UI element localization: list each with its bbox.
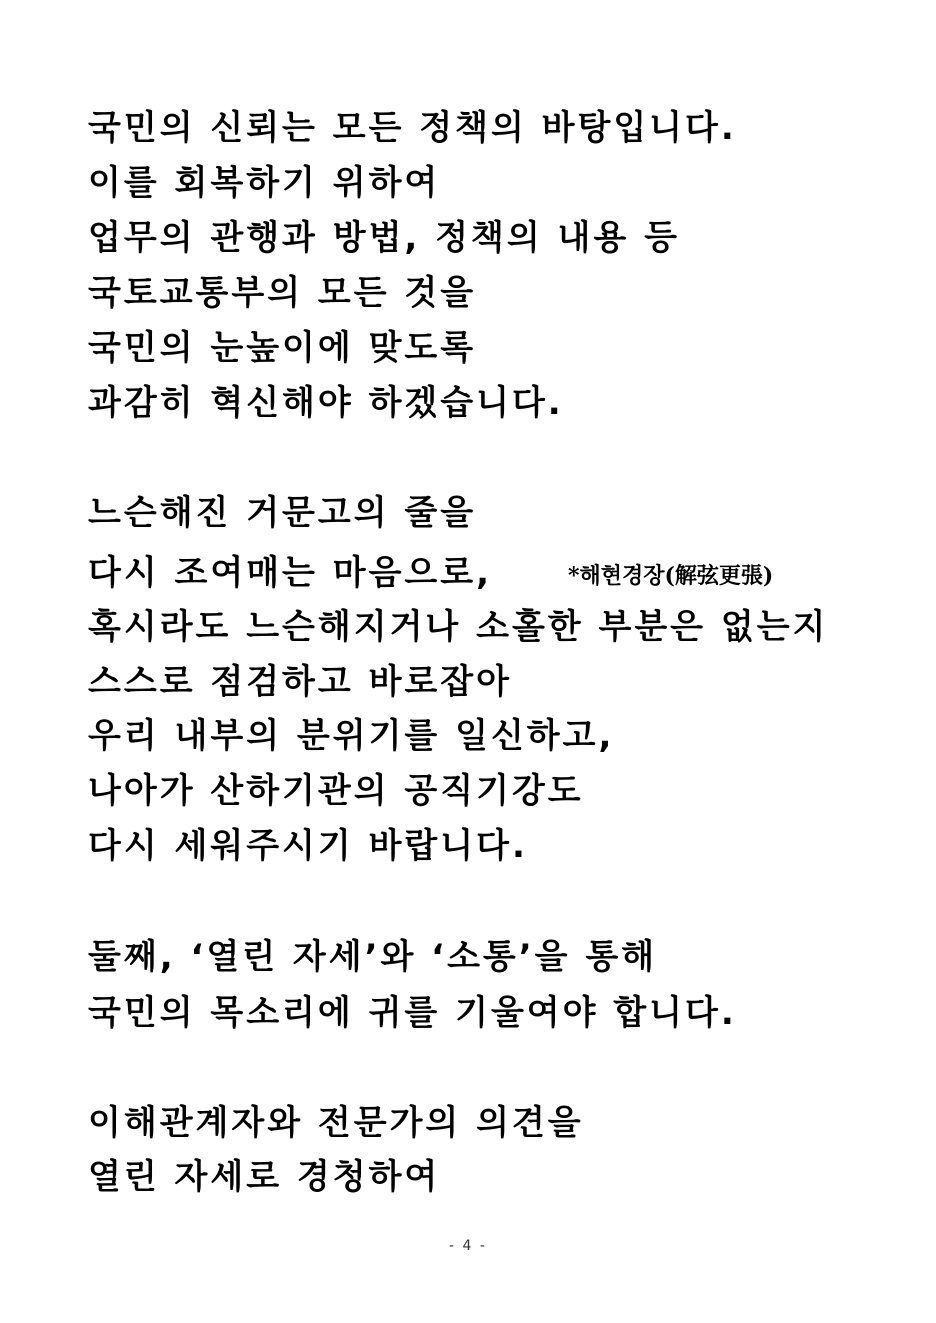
paragraph-2-line-6: 나아가 산하기관의 공직기강도 bbox=[88, 771, 584, 811]
paragraph-3-line-2: 국민의 목소리에 귀를 기울여야 합니다. bbox=[88, 993, 737, 1033]
paragraph-1-line-1: 국민의 신뢰는 모든 정책의 바탕입니다. bbox=[88, 108, 737, 148]
paragraph-2-line-7: 다시 세워주시기 바랍니다. bbox=[88, 826, 528, 866]
paragraph-4-line-1: 이해관계자와 전문가의 의견을 bbox=[88, 1103, 584, 1143]
paragraph-1-line-2: 이를 회복하기 위하여 bbox=[88, 163, 441, 203]
paragraph-2-line-5: 우리 내부의 분위기를 일신하고, bbox=[88, 716, 615, 756]
paragraph-1-line-4: 국토교통부의 모든 것을 bbox=[88, 273, 477, 313]
paragraph-4-line-2: 열린 자세로 경청하여 bbox=[88, 1157, 441, 1197]
footnote-annotation: *해현경장(解弦更張) bbox=[568, 563, 774, 589]
paragraph-2-line-3: 혹시라도 느슨해지거나 소홀한 부분은 없는지 bbox=[88, 607, 829, 647]
paragraph-2-line-1: 느슨해진 거문고의 줄을 bbox=[88, 493, 477, 533]
page-number: - 4 - bbox=[449, 1238, 487, 1254]
paragraph-2-line-4: 스스로 점검하고 바로잡아 bbox=[88, 662, 512, 702]
paragraph-1-line-6: 과감히 혁신해야 하겠습니다. bbox=[88, 383, 564, 423]
paragraph-1-line-5: 국민의 눈높이에 맞도록 bbox=[88, 328, 477, 368]
paragraph-2-line-2: 다시 조여매는 마음으로, bbox=[88, 553, 493, 593]
paragraph-1-line-3: 업무의 관행과 방법, 정책의 내용 등 bbox=[88, 218, 680, 258]
paragraph-3-line-1: 둘째, ‘열린 자세’와 ‘소통’을 통해 bbox=[88, 937, 658, 977]
